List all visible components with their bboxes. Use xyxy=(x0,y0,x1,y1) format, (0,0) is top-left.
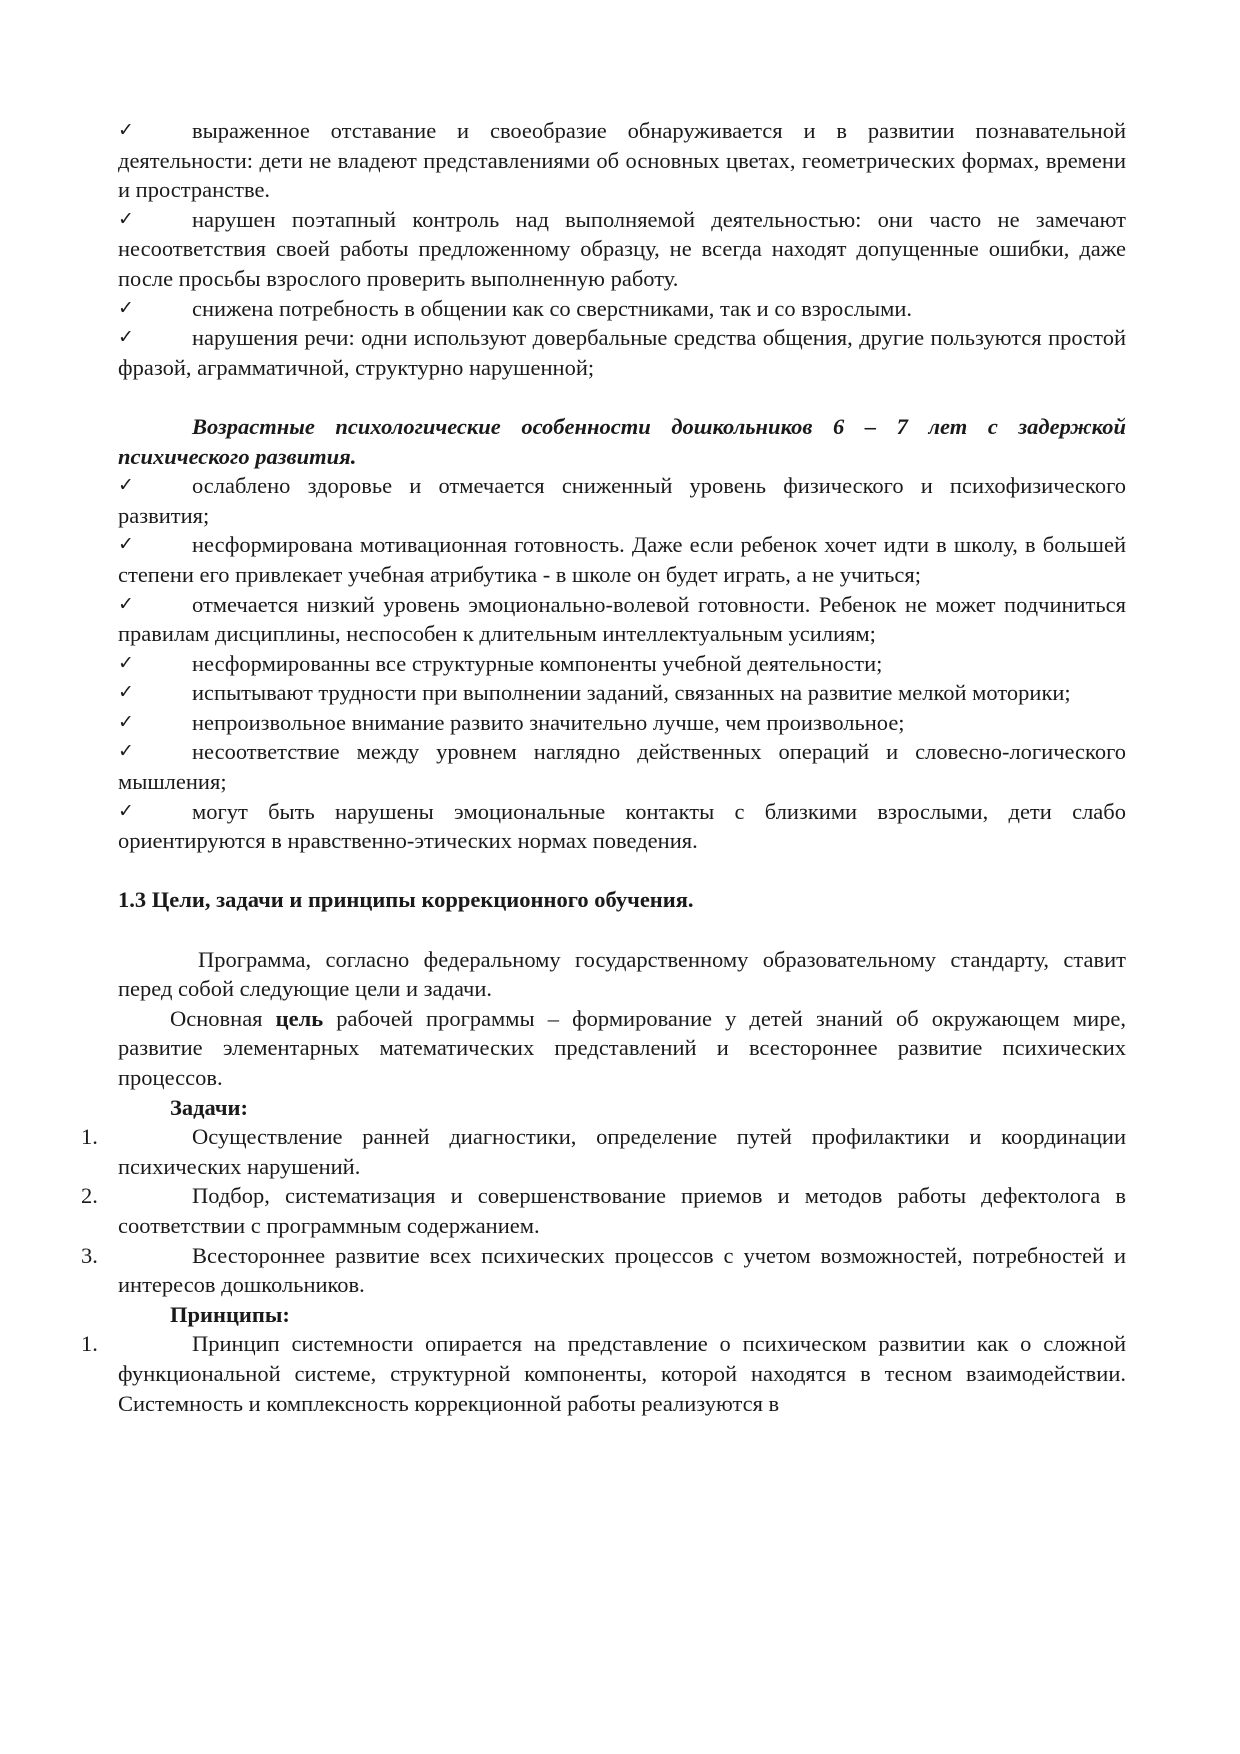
bullet-item xyxy=(118,323,1126,382)
task-number: 1. xyxy=(81,1124,98,1150)
bullet-text: могут быть нарушены эмоциональные контакты с близкими взрослыми, дети слабо ориентируются в нравственно-этических нормах поведения. xyxy=(118,798,1126,854)
goal-prefix: Основная xyxy=(170,1005,276,1031)
bullet-text: нарушен поэтапный контроль над выполняемой деятельностью: они часто не замечают несоответствия своей работы предложенному образцу, не всегда находят допущенные ошибки, даже после просьбы взрослого проверить выполненную работу. xyxy=(118,206,1126,291)
bullet-item xyxy=(118,205,1126,294)
goal-keyword: цель xyxy=(275,1005,324,1031)
task-text: Всестороннее развитие всех психических процессов с учетом возможностей, потребностей и интересов дошкольников. xyxy=(118,1242,1126,1298)
bullet-item xyxy=(118,530,1126,589)
checkmark-icon: ✓ xyxy=(118,326,134,349)
bullet-text: выраженное отставание и своеобразие обнаруживается и в развитии познавательной деятельности: дети не владеют представлениями об основных цветах, геометрических формах, времени и пространстве. xyxy=(118,118,1126,203)
spacer xyxy=(118,915,1126,945)
checkmark-icon: ✓ xyxy=(118,207,134,230)
goal-paragraph xyxy=(118,1004,1126,1093)
checkmark-icon: ✓ xyxy=(118,296,134,319)
checkmark-icon: ✓ xyxy=(118,474,134,497)
checkmark-icon: ✓ xyxy=(118,740,134,763)
checkmark-icon: ✓ xyxy=(118,119,134,141)
bullet-item xyxy=(118,116,1126,205)
task-text: Осуществление ранней диагностики, определение путей профилактики и координации психических нарушений. xyxy=(118,1124,1126,1179)
intro-paragraph: Программа, согласно федеральному государственному образовательному стандарту, ставит перед собой следующие цели и задачи. xyxy=(118,946,1126,1002)
bullet-item xyxy=(118,590,1126,649)
task-number: 2. xyxy=(81,1183,98,1209)
bullet-text: несформирована мотивационная готовность. Даже если ребенок хочет идти в школу, в большей степени его привлекает учебная атрибутика - в школе он будет играть, а не учиться; xyxy=(118,532,1126,587)
bullet-text: испытывают трудности при выполнении заданий, связанных на развитие мелкой моторики; xyxy=(192,680,1071,706)
task-item xyxy=(81,1181,1126,1240)
principle-number: 1. xyxy=(81,1331,98,1357)
principles-heading: Принципы: xyxy=(170,1301,290,1327)
principle-item xyxy=(81,1329,1126,1418)
bullet-text: отмечается низкий уровень эмоционально-волевой готовности. Ребенок не может подчиниться правилам дисциплины, неспособен к длительным интеллектуальным усилиям; xyxy=(118,591,1126,647)
checkmark-icon: ✓ xyxy=(118,710,134,733)
checkmark-icon: ✓ xyxy=(118,651,134,674)
checkmark-icon: ✓ xyxy=(118,799,134,822)
principle-text: Принцип системности опирается на представление о психическом развитии как о сложной функциональной системе, структурной компоненты, которой находятся в тесном взаимодействии. Системность и комплексность коррекционной работы реализуются в xyxy=(118,1331,1126,1416)
section-subheading: Возрастные психологические особенности дошкольников 6 – 7 лет с задержкой психического развития. xyxy=(118,413,1126,469)
bullet-item xyxy=(118,708,1126,738)
document-page xyxy=(81,116,1126,1418)
bullet-text: нарушения речи: одни используют довербальные средства общения, другие пользуются простой фразой, аграмматичной, структурно нарушенной; xyxy=(118,325,1126,380)
spacer xyxy=(118,856,1126,886)
checkmark-icon: ✓ xyxy=(118,592,134,615)
bullet-text: снижена потребность в общении как со сверстниками, так и со взрослыми. xyxy=(192,295,913,321)
task-item xyxy=(81,1122,1126,1181)
spacer xyxy=(118,382,1126,412)
section-heading: 1.3 Цели, задачи и принципы коррекционного обучения. xyxy=(118,887,694,913)
bullet-text: несформированны все структурные компоненты учебной деятельности; xyxy=(192,650,883,676)
bullet-item xyxy=(118,649,1126,679)
tasks-heading: Задачи: xyxy=(170,1094,249,1120)
bullet-text: ослаблено здоровье и отмечается сниженный уровень физического и психофизического развития; xyxy=(118,473,1126,528)
checkmark-icon: ✓ xyxy=(118,533,134,556)
task-number: 3. xyxy=(81,1242,98,1268)
bullet-text: несоответствие между уровнем наглядно действенных операций и словесно-логического мышления; xyxy=(118,739,1126,795)
goal-text: рабочей программы – формирование у детей знаний об окружающем мире, развитие элементарных математических представлений и всестороннее развитие психических процессов. xyxy=(118,1005,1126,1090)
bullet-item xyxy=(118,797,1126,856)
bullet-item xyxy=(118,294,1126,324)
bullet-item xyxy=(118,471,1126,530)
checkmark-icon: ✓ xyxy=(118,681,134,704)
task-item xyxy=(81,1241,1126,1300)
task-text: Подбор, систематизация и совершенствование приемов и методов работы дефектолога в соответствии с программным содержанием. xyxy=(118,1183,1126,1238)
bullet-text: непроизвольное внимание развито значительно лучше, чем произвольное; xyxy=(192,709,905,735)
bullet-item xyxy=(118,678,1126,708)
bullet-item xyxy=(118,737,1126,796)
